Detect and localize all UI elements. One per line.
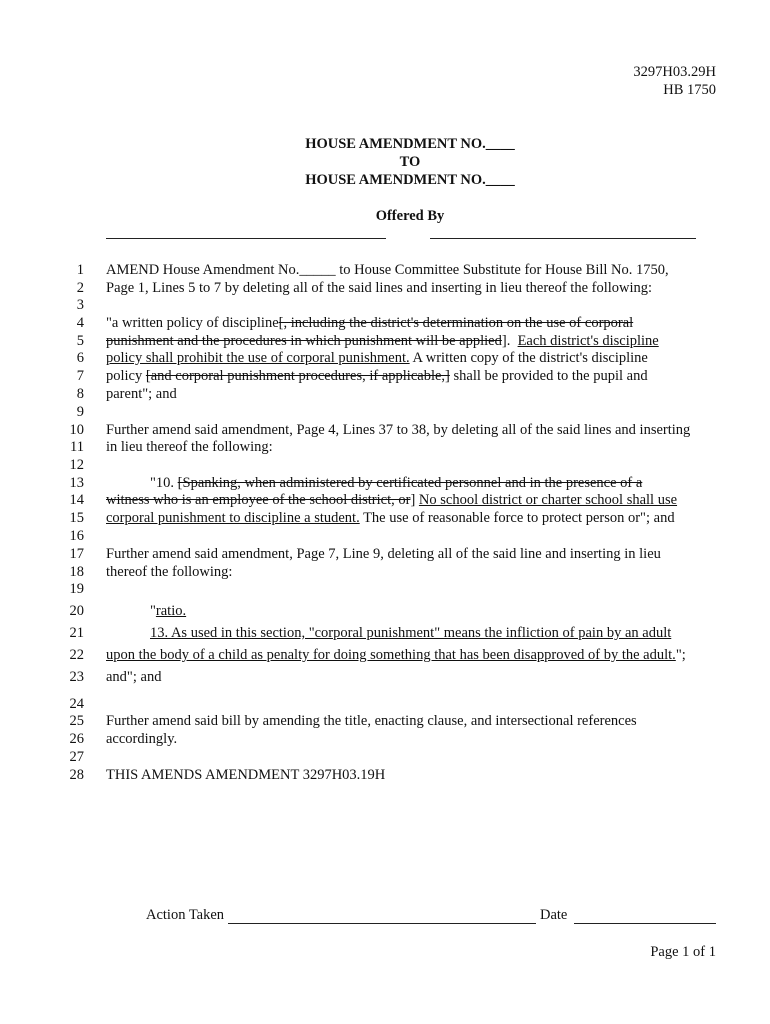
line-number: 7 xyxy=(76,368,84,384)
body-line-11: in lieu thereof the following: xyxy=(106,439,273,455)
body-line-26: accordingly. xyxy=(106,731,178,747)
line-number: 14 xyxy=(69,492,84,508)
body-line-22 xyxy=(106,647,686,664)
body-line-20 xyxy=(150,603,186,620)
document-code: 3297H03.29H xyxy=(633,64,716,80)
line-number: 24 xyxy=(69,696,84,712)
sponsor-signature-line-left xyxy=(106,238,386,239)
title-line-2: TO xyxy=(399,154,421,170)
line-number: 27 xyxy=(69,749,84,765)
body-line-25: Further amend said bill by amending the title, enacting clause, and intersectional references xyxy=(106,713,637,729)
body-line-28: THIS AMENDS AMENDMENT 3297H03.19H xyxy=(106,767,386,783)
body-line-10: Further amend said amendment, Page 4, Lines 37 to 38, by deleting all of the said lines and inserting xyxy=(106,422,691,438)
body-line-8: parent"; and xyxy=(106,386,177,402)
quoted-text: "a written policy of discipline xyxy=(106,315,279,331)
bill-number: HB 1750 xyxy=(663,82,716,98)
inserted-text: ratio. xyxy=(155,603,187,619)
inserted-text: upon the body of a child as penalty for doing something that has been disapproved of by the adult. xyxy=(106,647,676,663)
bracket: ] xyxy=(410,492,416,508)
bracket: ]. xyxy=(501,333,511,349)
body-line-1: AMEND House Amendment No._____ to House Committee Substitute for House Bill No. 1750, xyxy=(106,262,669,278)
line-number: 22 xyxy=(69,647,84,663)
title-line-1: HOUSE AMENDMENT NO.____ xyxy=(305,136,515,152)
line-number: 6 xyxy=(76,350,84,366)
body-line-7 xyxy=(106,368,648,385)
body-line-14 xyxy=(106,492,677,509)
inserted-text: Each district's discipline xyxy=(517,333,659,349)
body-line-4 xyxy=(106,315,633,332)
page-number: Page 1 of 1 xyxy=(650,944,716,960)
plain-text: policy xyxy=(106,368,146,384)
line-number: 11 xyxy=(70,439,84,455)
line-number: 8 xyxy=(76,386,84,402)
plain-text: The use of reasonable force to protect person or"; and xyxy=(359,510,675,526)
body-line-18: thereof the following: xyxy=(106,564,233,580)
line-number: 12 xyxy=(69,457,84,473)
body-line-21: 13. As used in this section, "corporal punishment" means the infliction of pain by an adult xyxy=(150,625,672,641)
line-number: 16 xyxy=(69,528,84,544)
line-number: 3 xyxy=(76,297,84,313)
offered-by-label: Offered By xyxy=(375,208,445,224)
body-line-2: Page 1, Lines 5 to 7 by deleting all of the said lines and inserting in lieu thereof the following: xyxy=(106,280,653,296)
line-number: 26 xyxy=(69,731,84,747)
deleted-text: [, including the district's determination on the use of corporal xyxy=(278,315,634,331)
line-number: 17 xyxy=(69,546,84,562)
date-line xyxy=(574,923,716,924)
line-number: 13 xyxy=(69,475,84,491)
body-line-15 xyxy=(106,510,675,527)
inserted-text: No school district or charter school shall use xyxy=(418,492,678,508)
line-number: 2 xyxy=(76,280,84,296)
plain-text: "10. xyxy=(150,475,178,491)
line-number: 25 xyxy=(69,713,84,729)
line-number: 4 xyxy=(76,315,84,331)
sponsor-signature-line-right xyxy=(430,238,696,239)
action-taken-label: Action Taken xyxy=(146,907,225,923)
plain-text: "; xyxy=(675,647,686,663)
body-line-17: Further amend said amendment, Page 7, Line 9, deleting all of the said line and inserting in lieu xyxy=(106,546,661,562)
body-line-13 xyxy=(150,475,642,492)
deleted-text: witness who is an employee of the school district, or xyxy=(106,492,411,508)
line-number: 1 xyxy=(76,262,84,278)
line-number: 5 xyxy=(76,333,84,349)
deleted-text: [and corporal punishment procedures, if applicable,] xyxy=(145,368,450,384)
plain-text: A written copy of the district's discipline xyxy=(409,350,648,366)
deleted-text: [Spanking, when administered by certificated personnel and in the presence of a xyxy=(177,475,643,491)
title-line-3: HOUSE AMENDMENT NO.____ xyxy=(305,172,515,188)
line-number: 23 xyxy=(69,669,84,685)
body-line-5 xyxy=(106,333,659,350)
deleted-text: punishment and the procedures in which punishment will be applied xyxy=(106,333,502,349)
line-number: 10 xyxy=(69,422,84,438)
line-number: 18 xyxy=(69,564,84,580)
line-number: 20 xyxy=(69,603,84,619)
action-taken-line xyxy=(228,923,536,924)
body-line-23: and"; and xyxy=(106,669,162,685)
line-number: 21 xyxy=(69,625,84,641)
body-line-6 xyxy=(106,350,648,367)
line-number: 9 xyxy=(76,404,84,420)
line-number: 19 xyxy=(69,581,84,597)
line-number: 15 xyxy=(69,510,84,526)
inserted-text: corporal punishment to discipline a student. xyxy=(106,510,360,526)
plain-text: shall be provided to the pupil and xyxy=(449,368,648,384)
line-number: 28 xyxy=(69,767,84,783)
date-label: Date xyxy=(540,907,568,923)
plain-text: " xyxy=(150,603,156,619)
inserted-text: policy shall prohibit the use of corporal punishment. xyxy=(106,350,410,366)
